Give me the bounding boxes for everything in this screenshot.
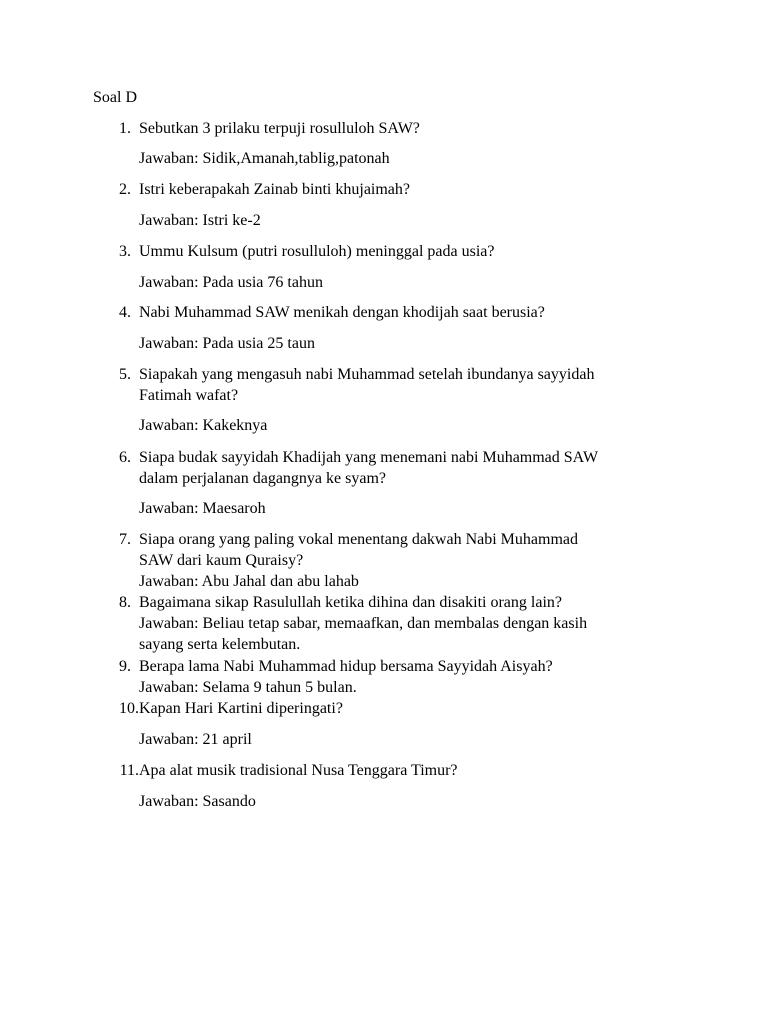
question-text: Kapan Hari Kartini diperingati? [139,700,343,717]
answer-text: sayang serta kelembutan. [139,636,301,653]
item-number: 9. [119,658,131,675]
answer-text: Jawaban: Abu Jahal dan abu lahab [139,573,359,590]
answer-text: Jawaban: Maesaroh [139,500,266,517]
item-number: 7. [119,531,131,548]
question-text: Siapa budak sayyidah Khadijah yang menemani nabi Muhammad SAW [139,449,599,466]
answer-text: Jawaban: Kakeknya [139,417,268,434]
item-number: 11. [119,762,139,779]
item-number: 1. [119,120,131,137]
answer-text: Jawaban: Selama 9 tahun 5 bulan. [139,679,357,696]
question-text: dalam perjalanan dagangnya ke syam? [139,470,386,487]
item-number: 2. [119,181,131,198]
question-text: Sebutkan 3 prilaku terpuji rosulluloh SAW? [139,120,420,137]
answer-text: Jawaban: Pada usia 25 taun [139,335,315,352]
question-text: Fatimah wafat? [139,387,239,404]
question-text: SAW dari kaum Quraisy? [139,552,304,569]
question-text: Nabi Muhammad SAW menikah dengan khodijah saat berusia? [139,304,545,321]
item-number: 8. [119,594,131,611]
document-title: Soal D [93,89,137,106]
answer-text: Jawaban: Pada usia 76 tahun [139,274,323,291]
answer-text: Jawaban: Sasando [139,793,256,810]
question-text: Apa alat musik tradisional Nusa Tenggara Timur? [139,762,458,779]
answer-text: Jawaban: Beliau tetap sabar, memaafkan, dan membalas dengan kasih [139,615,588,632]
question-text: Siapa orang yang paling vokal menentang dakwah Nabi Muhammad [139,531,578,548]
question-text: Siapakah yang mengasuh nabi Muhammad setelah ibundanya sayyidah [139,366,595,383]
answer-text: Jawaban: Sidik,Amanah,tablig,patonah [139,150,390,167]
item-number: 3. [119,243,131,260]
item-number: 6. [119,449,131,466]
item-number: 10. [119,700,139,717]
question-text: Ummu Kulsum (putri rosulluloh) meninggal pada usia? [139,243,495,260]
question-text: Bagaimana sikap Rasulullah ketika dihina dan disakiti orang lain? [139,594,562,611]
item-number: 5. [119,366,131,383]
question-text: Istri keberapakah Zainab binti khujaimah? [139,181,411,198]
question-text: Berapa lama Nabi Muhammad hidup bersama Sayyidah Aisyah? [139,658,553,675]
item-number: 4. [119,304,131,321]
answer-text: Jawaban: 21 april [139,731,252,748]
answer-text: Jawaban: Istri ke-2 [139,212,261,229]
